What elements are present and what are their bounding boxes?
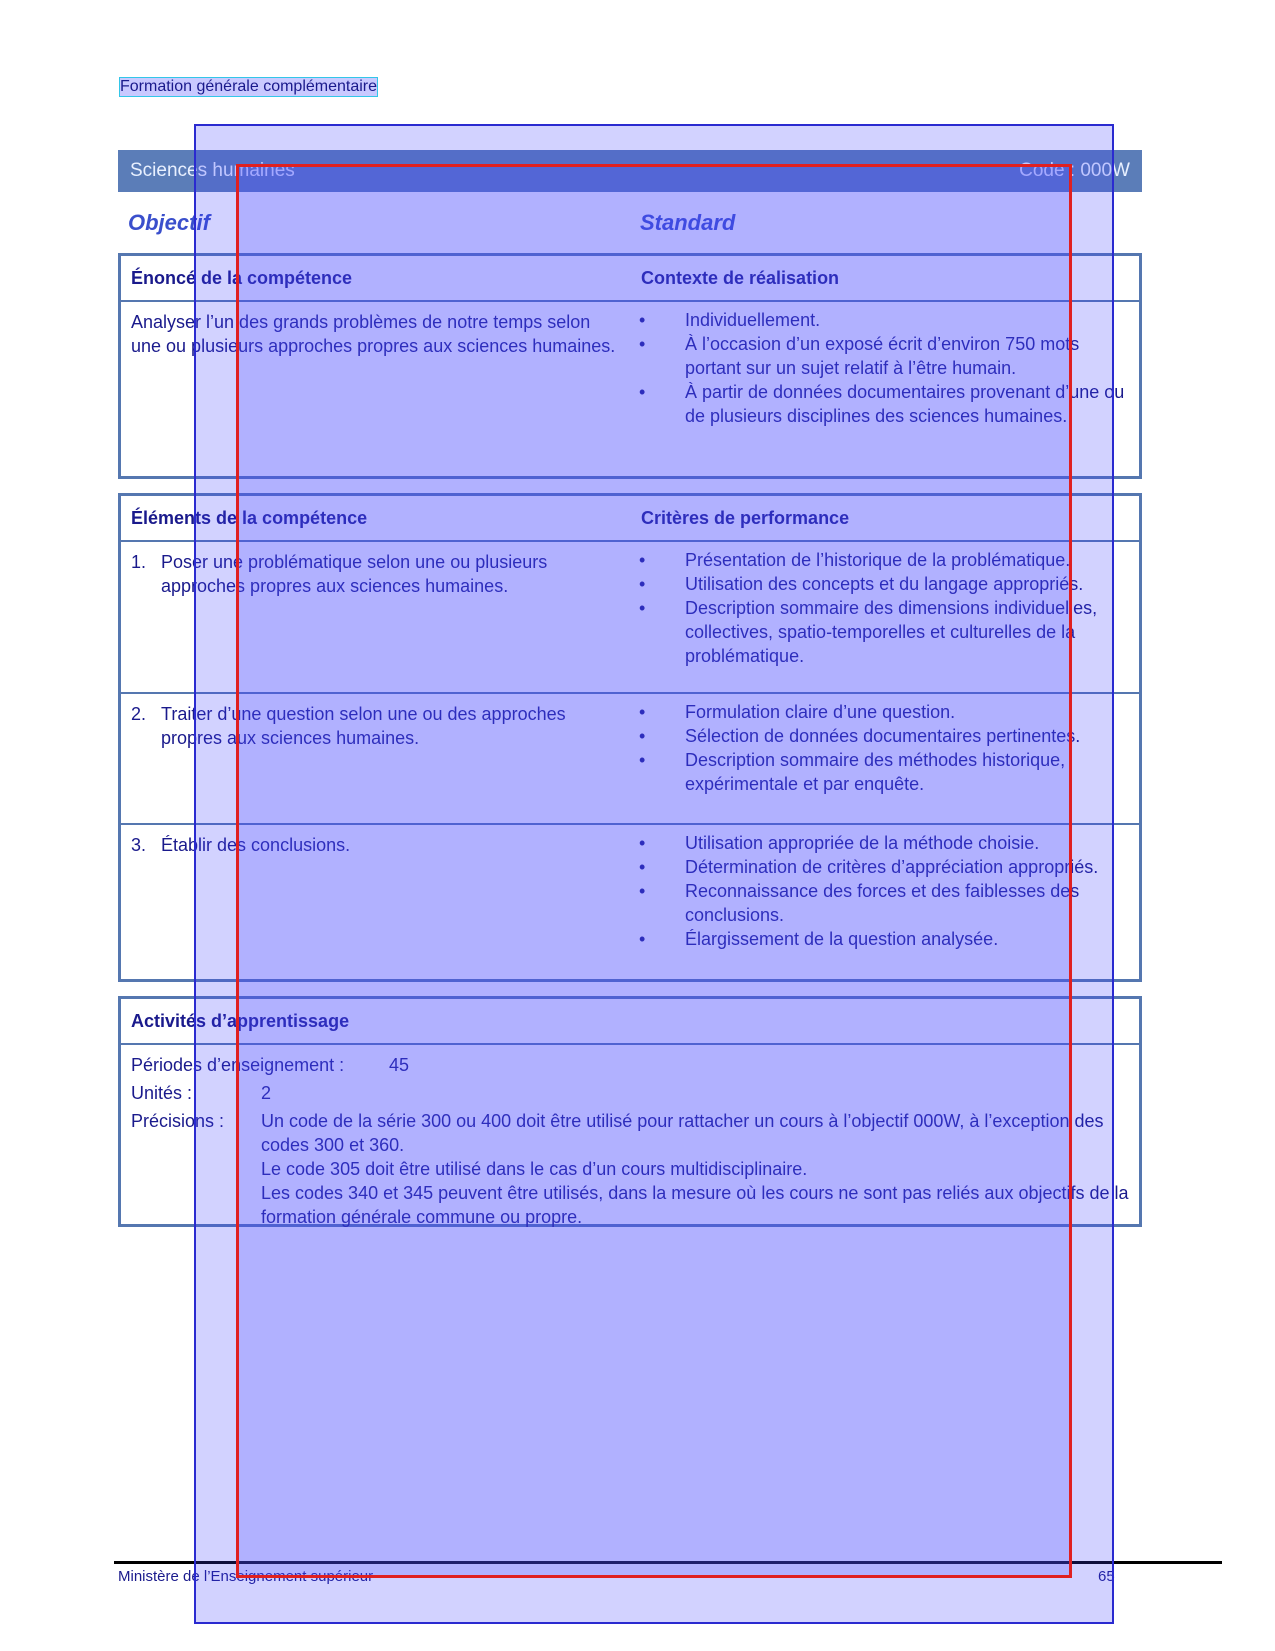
list-item: • Détermination de critères d’appréciation appropriés. [639,855,1129,879]
list-item: • Utilisation appropriée de la méthode choisie. [639,831,1129,855]
units-value: 2 [261,1083,272,1103]
periods-value: 45 [389,1055,410,1075]
element-number: 3. [131,835,147,855]
banner-title: Sciences humaines [130,160,295,181]
enonce-text: Analyser l’un des grands problèmes de notre temps selon une ou plusieurs approches propres aux sciences humaines. [131,312,616,356]
units-label: Unités : [131,1083,193,1103]
banner-code: Code : 000W [1019,160,1130,181]
element-number: 2. [131,704,147,724]
list-item: • À partir de données documentaires provenant d’une ou de plusieurs disciplines des sciences humaines. [639,380,1129,428]
element-text: Poser une problématique selon une ou plusieurs approches propres aux sciences humaines. [161,552,548,596]
periods-label: Périodes d’enseignement : [131,1055,345,1075]
contexte-heading: Contexte de réalisation [641,268,840,288]
list-item: • Description sommaire des méthodes historique, expérimentale et par enquête. [639,748,1129,796]
running-head: Formation générale complémentaire [120,78,378,95]
footer-ministry: Ministère de l’Enseignement supérieur [118,1568,374,1585]
list-item: • Présentation de l’historique de la problématique. [639,548,1129,572]
element-number: 1. [131,552,147,572]
activities-heading: Activités d’apprentissage [131,1011,350,1031]
list-item: • Élargissement de la question analysée. [639,927,1129,951]
precision-line: Un code de la série 300 ou 400 doit être utilisé pour rattacher un cours à l’objectif 000W, à l’exception des codes 300 et 360. [261,1111,1104,1155]
list-item: • Utilisation des concepts et du langage appropriés. [639,572,1129,596]
objectif-label: Objectif [128,210,210,235]
list-item: • Formulation claire d’une question. [639,700,1129,724]
list-item: • Description sommaire des dimensions individuelles, collectives, spatio-temporelles et culturelles de la problématique. [639,596,1129,668]
list-item: • Reconnaissance des forces et des faiblesses des conclusions. [639,879,1129,927]
elements-heading: Éléments de la compétence [131,508,368,528]
enonce-heading: Énoncé de la compétence [131,268,353,288]
standard-label: Standard [640,210,736,235]
annotation-inner-box [236,164,1072,1578]
element-text: Traiter d’une question selon une ou des approches propres aux sciences humaines. [161,704,566,748]
list-item: • À l’occasion d’un exposé écrit d’environ 750 mots portant sur un sujet relatif à l’être humain. [639,332,1129,380]
list-item: • Individuellement. [639,308,1129,332]
page-number: 65 [1098,1568,1115,1585]
precision-line: Les codes 340 et 345 peuvent être utilisés, dans la mesure où les cours ne sont pas reliés aux objectifs de la formation générale commune ou propre. [261,1183,1129,1227]
precision-line: Le code 305 doit être utilisé dans le cas d’un cours multidisciplinaire. [261,1159,808,1179]
criteres-heading: Critères de performance [641,508,850,528]
precisions-label: Précisions : [131,1111,225,1131]
list-item: • Sélection de données documentaires pertinentes. [639,724,1129,748]
element-text: Établir des conclusions. [161,835,351,855]
